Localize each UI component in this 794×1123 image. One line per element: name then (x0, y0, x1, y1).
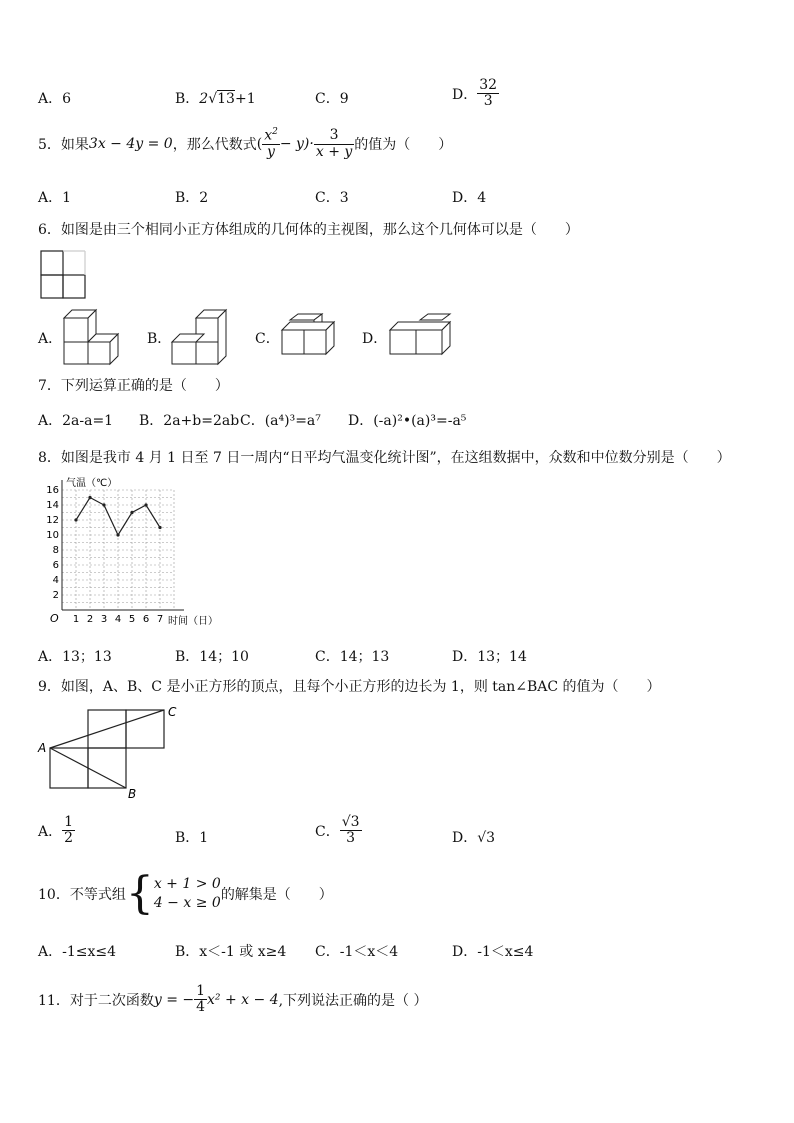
x-tick-label: 3 (100, 614, 108, 625)
y-tick-label: 4 (52, 575, 59, 586)
y-tick-label: 10 (46, 530, 59, 541)
x-tick-label: 4 (114, 614, 122, 625)
chart-grid (62, 490, 174, 610)
point-b-label: B (128, 787, 137, 801)
q7-option-a: A．2a-a=1 (38, 413, 114, 429)
q6-front-view-figure (40, 250, 88, 300)
q8-option-c: C．14；13 (315, 649, 390, 665)
q4-option-a: A．6 (38, 91, 72, 107)
data-point (74, 518, 77, 521)
q7-option-c: C．(a⁴)³=a⁷ (240, 413, 321, 429)
q7-option-b: B．2a+b=2ab (139, 413, 240, 429)
q4-option-c: C．9 (315, 91, 349, 107)
point-c-label: C (168, 705, 177, 719)
x-tick-label: 6 (142, 614, 150, 625)
x-tick-label: 5 (128, 614, 136, 625)
q8-option-a: A．13；13 (38, 649, 112, 665)
q6-option-a-figure (62, 308, 120, 364)
q6-stem: 6．如图是由三个相同小正方体组成的几何体的主视图，那么这个几何体可以是（ ） (38, 222, 579, 238)
y-tick-label: 12 (46, 515, 59, 526)
y-tick-label: 2 (52, 590, 59, 601)
q5-option-d: D．4 (452, 190, 487, 206)
y-tick-label: 8 (52, 545, 59, 556)
x-tick-labels (73, 614, 163, 625)
q10-option-c: C．-1＜x＜4 (315, 944, 399, 960)
y-tick-label: 16 (46, 485, 59, 496)
q10-stem: 10．不等式组{ x + 1 > 0 4 − x ≥ 0 的解集是（ ） (38, 868, 333, 919)
q9-option-c: C． $\frac{√3}{3}$ (315, 814, 360, 847)
q5-stem: 5．如果3x − 4y = 0，那么代数式( $\frac{x^2}{y}$ − y)· $\frac{3}{x + y}$ 的值为（ ） (38, 127, 453, 161)
q4-option-b: B．2√13+1 (175, 91, 256, 107)
origin-label: O (50, 612, 59, 625)
q9-option-d: D．√3 (452, 830, 496, 846)
q6-label-a: A． (38, 331, 63, 347)
q9-option-b: B．1 (175, 830, 209, 846)
y-axis-label: 气温（℃） (66, 478, 118, 489)
x-tick-label: 7 (156, 614, 164, 625)
q10-option-a: A．-1≤x≤4 (38, 944, 117, 960)
q6-option-d-figure (388, 318, 452, 358)
q6-label-d: D． (362, 331, 388, 347)
q9-option-a: A． $\frac{1}{2}$ (38, 814, 74, 847)
q8-stem: 8．如图是我市 4 月 1 日至 7 日一周内“日平均气温变化统计图”，在这组数据中，众数和中位数分别是（ ） (38, 450, 731, 466)
data-point (158, 526, 161, 529)
x-tick-label: 1 (72, 614, 80, 625)
q9-stem: 9．如图，A、B、C 是小正方形的顶点，且每个小正方形的边长为 1，则 tan∠BAC 的值为（ ） (38, 679, 661, 695)
q8-option-d: D．13；14 (452, 649, 527, 665)
q7-stem: 7．下列运算正确的是（ ） (38, 378, 229, 394)
data-point (116, 533, 119, 536)
q8-option-b: B．14；10 (175, 649, 249, 665)
x-axis-label: 时间（日） (168, 616, 218, 627)
y-tick-labels (46, 485, 59, 601)
data-point (102, 503, 105, 506)
temperature-line-chart (36, 476, 236, 632)
q6-label-b: B． (147, 331, 172, 347)
y-tick-label: 6 (52, 560, 59, 571)
q6-label-c: C． (255, 331, 280, 347)
q10-option-d: D．-1＜x≤4 (452, 944, 534, 960)
q9-grid-figure (36, 702, 186, 801)
q6-option-b-figure (170, 308, 228, 364)
q4-option-d: D． $\frac{32}{3}$ (452, 77, 498, 110)
point-a-label: A (38, 741, 47, 755)
q10-option-b: B．x＜-1 或 x≥4 (175, 944, 287, 960)
q5-option-b: B．2 (175, 190, 209, 206)
segment-ac (50, 710, 164, 748)
q6-option-c-figure (280, 318, 338, 358)
data-point (88, 496, 91, 499)
q5-option-c: C．3 (315, 190, 349, 206)
q7-option-d: D．(-a)²•(a)³=-a⁵ (348, 413, 467, 429)
data-point (130, 511, 133, 514)
q11-stem: 11．对于二次函数y = − $\frac{1}{4}$ x² + x − 4,下列说法正确的是（ ） (38, 983, 428, 1016)
chart-axes (62, 480, 184, 610)
data-point (144, 503, 147, 506)
x-tick-label: 2 (86, 614, 94, 625)
y-tick-label: 14 (46, 500, 59, 511)
q5-option-a: A．1 (38, 190, 72, 206)
